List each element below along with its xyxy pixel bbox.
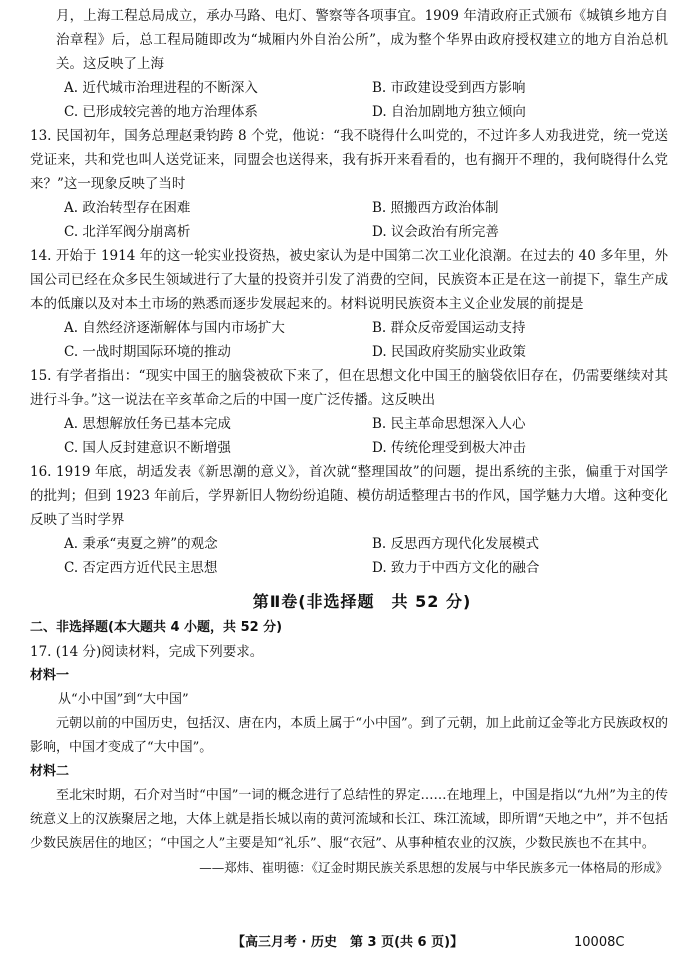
option-a: A. 秉承“夷夏之辨”的观念 [64,536,218,552]
material-2-text: 至北宋时期，石介对当时“中国”一词的概念进行了总结性的界定……在地理上，中国是指以“九州”为主的传统意义上的汉族聚居之地，大体上就是指长城以南的黄河流域和长江、珠江流域，即所谓“天地之中”，并不包括少数民族居住的地区；“中国之人”主要是知“礼乐”、服“衣冠”、从事种植农业的汉族，少数民族也不在其中。 [30,788,668,851]
option-b: B. 照搬西方政治体制 [372,200,499,216]
footer-page-info: 【高三月考 · 历史 第 3 页(共 6 页)】 [232,935,464,950]
part-heading: 二、非选择题(本大题共 4 小题，共 52 分) [30,620,283,635]
option-c: C. 国人反封建意识不断增强 [64,440,231,456]
material-1-title: 从“小中国”到“大中国” [58,692,189,707]
option-c: C. 北洋军阀分崩离析 [64,224,191,240]
option-a: A. 思想解放任务已基本完成 [64,416,231,432]
question-17-stem: 17. (14 分)阅读材料，完成下列要求。 [30,644,264,660]
section-title: 第Ⅱ卷(非选择题 共 52 分) [252,592,472,611]
option-c: C. 已形成较完善的地方治理体系 [64,104,258,120]
option-b: B. 民主革命思想深入人心 [372,416,526,432]
question-13-stem: 13. 民国初年，国务总理赵秉钧跨 8 个党，他说：“我不晓得什么叫党的，不过许多人劝我进党，统一党送党证来，共和党也叫人送党证来，同盟会也送得来，我有拆开来看看的，也有搁开不理的，我何晓得什么党来？”这一现象反映了当时 [30,128,668,192]
option-d: D. 致力于中西方文化的融合 [372,560,540,576]
option-a: A. 政治转型存在困难 [64,200,191,216]
option-d: D. 民国政府奖励实业政策 [372,344,526,360]
option-b: B. 群众反帝爱国运动支持 [372,320,526,336]
material-2-heading: 材料二 [30,764,70,779]
option-d: D. 传统伦理受到极大冲击 [372,440,526,456]
question-12-stem: 月，上海工程总局成立，承办马路、电灯、警察等各项事宜。1909 年清政府正式颁布《城镇乡地方自治章程》后，总工程局随即改为“城厢内外自治公所”，成为整个华界由政府授权建立的地方自治总机关。这反映了上海 [56,8,668,72]
question-15-stem: 15. 有学者指出：“现实中国王的脑袋被砍下来了，但在思想文化中国王的脑袋依旧存在，仍需要继续对其进行斗争。”这一说法在辛亥革命之后的中国一度广泛传播。这反映出 [30,368,668,408]
question-14-options [30,316,668,364]
question-13 [30,124,668,244]
question-15-options [30,412,668,460]
material-1-heading: 材料一 [30,668,70,683]
question-13-options [30,196,668,244]
question-16-options [30,532,668,580]
question-15 [30,364,668,460]
question-17 [30,640,668,880]
footer-exam-code: 10008C [574,935,625,950]
question-16-stem: 16. 1919 年底，胡适发表《新思潮的意义》，首次就“整理国故”的问题，提出系统的主张，偏重于对国学的批判；但到 1923 年前后，学界新旧人物纷纷追随、模仿胡适整理古书的作风，国学魅力大增。这种变化反映了当时学界 [30,464,668,528]
question-14 [30,244,668,364]
question-12-options [56,76,668,124]
option-d: D. 议会政治有所完善 [372,224,499,240]
option-a: A. 自然经济逐渐解体与国内市场扩大 [64,320,285,336]
option-b: B. 反思西方现代化发展模式 [372,536,540,552]
option-c: C. 否定西方近代民主思想 [64,560,218,576]
option-c: C. 一战时期国际环境的推动 [64,344,231,360]
question-12 [56,4,668,124]
option-a: A. 近代城市治理进程的不断深入 [64,80,258,96]
material-1-text: 元朝以前的中国历史，包括汉、唐在内，本质上属于“小中国”。到了元朝，加上此前辽金等北方民族政权的影响，中国才变成了“大中国”。 [30,716,668,755]
option-b: B. 市政建设受到西方影响 [372,80,526,96]
page-footer [0,931,677,955]
question-16 [30,460,668,580]
exam-page [30,4,668,880]
question-14-stem: 14. 开始于 1914 年的这一轮实业投资热，被史家认为是中国第二次工业化浪潮。在过去的 40 多年里，外国公司已经在众多民生领域进行了大量的投资并引发了消费的空间，民族资本正是在这一前提下，靠生产成本的低廉以及对本土市场的熟悉而逐步发展起来的。材料说明民族资本主义企业发展的前提是 [30,248,668,312]
option-d: D. 自治加剧地方独立倾向 [372,104,526,120]
material-2-source: ——郑炜、崔明德：《辽金时期民族关系思想的发展与中华民族多元一体格局的形成》 [199,860,668,875]
